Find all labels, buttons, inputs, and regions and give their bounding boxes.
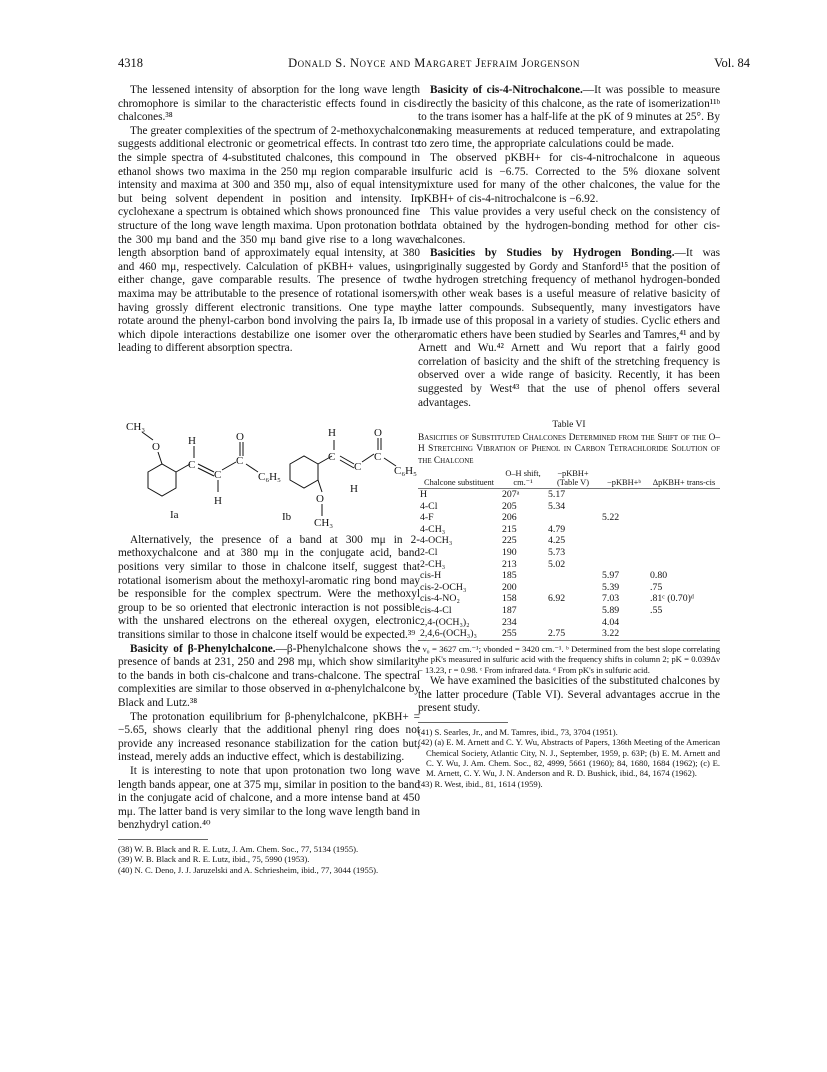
body-paragraph: The lessened intensity of absorption for the long wave length chromophore is similar to the characteristic effects found in cis-chalcones.³⁸	[118, 84, 420, 124]
table-row	[418, 524, 720, 536]
table-row	[418, 593, 720, 605]
footnote: (42) (a) E. M. Arnett and C. Y. Wu, Abstracts of Papers, 136th Meeting of the American Chemical Society, Atlantic City, N. J., September, 1959, p. 63P; (b) E. M. Arnett and C. Y. Wu, J. Am. Chem. Soc., 82, 4999, 5661 (1960); 84, 1680, 1684 (1962); (c) E. M. Arnett, C. Y. Wu, J. N. Anderson and R. D. Bushick, ibid., 84, 1674 (1962).	[418, 737, 720, 779]
table-row	[418, 582, 720, 594]
table-cell: 6.92	[548, 593, 566, 605]
section-paragraph	[118, 643, 420, 711]
table-row	[418, 547, 720, 559]
right-column	[418, 84, 720, 789]
table-cell: 2,4-(OCH₃)₂	[420, 616, 470, 628]
table-cell: 2.75	[546, 628, 600, 640]
table-cell	[546, 617, 600, 629]
table-cell: 4-CH₃	[420, 523, 446, 535]
table-row	[418, 501, 720, 513]
carbon-label: C	[374, 450, 382, 463]
table-cell: .75	[650, 581, 663, 593]
structure-ib-label: Ib	[282, 510, 292, 523]
column-header: O–H shift, cm.⁻¹	[500, 469, 546, 489]
body-paragraph: The protonation equilibrium for β-phenylchalcone, pKBH+ = −5.65, shows clearly that the additional phenyl ring does not provide any increased resonance stabilization for the cation but, instead, merely adds an inductive effect, which is destabilizing.	[118, 710, 420, 764]
table-cell: 0.80	[650, 570, 668, 582]
table-cell: 5.17	[548, 489, 566, 501]
table-cell	[546, 582, 600, 594]
table-cell: .81ᶜ (0.70)ᵈ	[650, 593, 694, 605]
footnote-rule	[418, 722, 508, 723]
table-cell: 5.02	[548, 558, 566, 570]
ch3-label: CH₃	[126, 420, 146, 433]
section-heading: Basicity of cis-4-Nitrochalcone.	[430, 84, 583, 96]
table-body	[418, 489, 720, 641]
running-authors: Donald S. Noyce and Margaret Jefraim Jorgenson	[288, 56, 580, 70]
table-cell: 185	[502, 570, 517, 582]
table-header-row	[418, 469, 720, 489]
table-cell: 5.97	[602, 570, 620, 582]
table-cell	[600, 489, 648, 501]
footnote: (39) W. B. Black and R. E. Lutz, ibid., 75, 5990 (1953).	[118, 854, 310, 865]
footnote: (41) S. Searles, Jr., and M. Tamres, ibid., 73, 3704 (1951).	[418, 726, 618, 737]
table-cell: 5.73	[548, 547, 566, 559]
table-cell: 158	[502, 593, 517, 605]
section-text: —β-Phenylchalcone shows the presence of bands at 231, 250 and 298 mμ, which show similarity to the bands in both cis-chalcone and trans-chalcone. The spectral complexities are similar to those observed in α-phenylchalcone by Black and Lutz.³⁸	[118, 642, 420, 709]
table-row	[418, 628, 720, 640]
table-row	[418, 559, 720, 571]
section-heading: Basicity of β-Phenylchalcone.	[130, 642, 276, 655]
table-cell: 200	[502, 581, 517, 593]
left-column	[118, 84, 420, 875]
table-cell: 207ᵃ	[502, 489, 520, 501]
body-paragraph: The greater complexities of the spectrum of 2-methoxychalcone suggests additional electronic or geometrical effects. In contrast to the simple spectra of 4-substituted chalcones, this compound in ethanol shows two maxima in the 250 mμ region comparable in intensity and maxima at 300 and 350 mμ, also of equal intensity, but being solvent dependent in position and intensity. In cyclohexane a spectrum is obtained which shows pronounced fine structure of the long wave length maxima. Upon protonation both the 300 mμ band and the 350 mμ band give rise to a long wave length absorption band of approximately equal intensity, at 380 and 460 mμ, respectively. Calculation of pKBH+ values, using either change, gave comparable results. The presence of two maxima may be attributable to the presence of rotational isomers, having grossly different electronic transitions. One type may rotate around the phenyl-carbon bond involving the pairs Ia, Ib in which dipole interactions destabilize one isomer over the other, leading to different absorption spectra.	[118, 124, 420, 355]
table-cell: 2,4,6-(OCH₃)₃	[418, 628, 500, 640]
hydrogen-label: H	[188, 434, 196, 447]
body-paragraph: It is interesting to note that upon protonation two long wave length bands appear, one at 375 mμ, similar in position to the band in the conjugate acid of chalcone, and a more intense band at 450 mμ. The latter band is very similar to the long wave length band in benzhydryl cation.⁴⁰	[118, 764, 420, 832]
table-cell	[600, 535, 648, 547]
body-paragraph: This value provides a very useful check on the consistency of data obtained by the hydrogen-bonding method for other cis-chalcones.	[418, 206, 720, 246]
table-cell: 255	[500, 628, 546, 640]
hydrogen-label: H	[350, 482, 358, 495]
section-text: —It was possible to measure directly the basicity of this chalcone, as the rate of isomerization¹¹ᵇ to the trans isomer has a half-life at the pK of 9 minutes at 25°. By making measurements at reduced temperature, and extrapolating to zero time, the appropriate calculations could be made.	[418, 84, 720, 151]
structure-ia-label: Ia	[170, 508, 179, 521]
column-header: ΔpKBH+ trans-cis	[648, 469, 720, 489]
table-cell: 4-OCH₃	[420, 535, 453, 547]
table-cell	[648, 617, 720, 629]
table-cell: cis-4-Cl	[420, 604, 452, 616]
volume-label: Vol. 84	[714, 56, 750, 70]
body-paragraph: The observed pKBH+ for cis-4-nitrochalcone in aqueous sulfuric acid is −6.75. Corrected to the 5% dioxane solvent mixture used for many of the other chalcones, the value for the pKBH+ of cis-4-nitrochalcone is −6.92.	[418, 151, 720, 205]
carbon-label: C	[236, 454, 244, 467]
carbon-label: C	[214, 468, 222, 481]
table-row	[418, 489, 720, 501]
structure-figure	[118, 360, 420, 528]
table-cell: 206	[502, 512, 517, 524]
footnote: (38) W. B. Black and R. E. Lutz, J. Am. Chem. Soc., 77, 5134 (1955).	[118, 843, 359, 854]
table-cell: 4-Cl	[420, 500, 438, 512]
table-cell	[648, 547, 720, 559]
table-cell	[600, 524, 648, 536]
footnotes	[118, 844, 420, 875]
table-cell: H	[420, 489, 428, 501]
table-cell: 5.39	[602, 581, 620, 593]
table-cell	[648, 524, 720, 536]
table-cell: 4-F	[420, 512, 434, 524]
table-cell: 5.22	[602, 512, 620, 524]
table-cell	[648, 628, 720, 640]
table-cell	[546, 570, 600, 582]
table-row	[418, 617, 720, 629]
table-cell: 215	[502, 523, 517, 535]
table-cell	[648, 489, 720, 501]
table-cell	[546, 512, 600, 524]
table-cell	[600, 547, 648, 559]
page-number: 4318	[118, 56, 143, 70]
table-cell: 213	[502, 558, 517, 570]
table-cell: 187	[502, 604, 517, 616]
table-footnote: ᵃ ν₀ = 3627 cm.⁻¹; νbonded = 3420 cm.⁻¹. ᵇ Determined from the best slope correlating the pK's measured in sulfuric acid with the frequency shifts in column 2; pK = 0.039Δν − 13.23, r = 0.98. ᶜ From infrared data. ᵈ From pK's in sulfuric acid.	[418, 643, 720, 675]
table-cell: 205	[502, 500, 517, 512]
table-cell	[648, 535, 720, 547]
column-header: −pKBH+ᵇ	[600, 469, 648, 489]
footnote: (40) N. C. Deno, J. J. Jaruzelski and A. Schriesheim, ibid., 77, 3044 (1955).	[118, 864, 379, 875]
table-cell: 4.79	[548, 523, 566, 535]
carbon-label: C	[328, 450, 336, 463]
body-paragraph: Alternatively, the presence of a band at 300 mμ in 2-methoxychalcone and at 380 mμ in the conjugate acid, band positions very similar to those in chalcone itself, suggest that rotational isomerism about the methoxyl-aromatic ring bond may be responsible for the complex spectrum. Were the methoxyl group to be so oriented that electronic interaction is not possible with the unshared electrons on the ethereal oxygen, electronic transitions similar to those in chalcone itself would be expected.³⁹	[118, 533, 420, 642]
table-cell: .55	[650, 604, 663, 616]
carbon-label: C	[354, 460, 362, 473]
hydrogen-label: H	[214, 494, 222, 507]
section-heading: Basicities by Studies by Hydrogen Bonding.	[430, 247, 675, 260]
table-title: Basicities of Substituted Chalcones Determined from the Shift of the O–H Stretching Vibration of Phenol in Carbon Tetrachloride Solution of the Chalcone	[418, 433, 720, 466]
table-cell: 3.22	[600, 628, 648, 640]
table-cell	[600, 501, 648, 513]
table-cell: 5.89	[602, 604, 620, 616]
section-text: —It was originally suggested by Gordy and Stanford¹⁵ that the position of the hydrogen stretching frequency of methanol hydrogen-bonded with other weak bases is a useful measure of relative basicity of the latter compounds. Subsequently, many investigators have made use of this proposal in a variety of studies. Cyclic ethers and aromatic ethers have been studied by Searles and Tamres,⁴¹ and by Arnett and Wu.⁴² Arnett and Wu report that a fairly good correlation of basicity and the shift of the stretching frequency is observed over a wide range of basicity. Recently, it has been suggested by West⁴³ that the use of phenol offers several advantages.	[418, 247, 721, 409]
carbonyl-oxygen-label: O	[374, 426, 382, 439]
table-row	[418, 535, 720, 547]
hydrogen-label: H	[328, 426, 336, 439]
basicity-table	[418, 469, 720, 641]
phenyl-label: C₆H₅	[394, 464, 417, 477]
column-header: −pKBH+ (Table V)	[546, 469, 600, 489]
section-paragraph	[418, 84, 720, 152]
carbonyl-oxygen-label: O	[236, 430, 244, 443]
table-cell: cis-4-NO₂	[420, 593, 460, 605]
carbon-label: C	[188, 458, 196, 471]
table-row	[418, 512, 720, 524]
table-cell: 4.04	[602, 616, 620, 628]
table-cell: 190	[502, 547, 517, 559]
body-paragraph: We have examined the basicities of the substituted chalcones by the latter procedure (Table VI). Several advantages accrue in the present study.	[418, 674, 720, 715]
table-cell: 5.34	[548, 500, 566, 512]
page-header	[118, 56, 750, 74]
table-cell	[600, 559, 648, 571]
chemical-structures	[118, 360, 420, 528]
table-cell: 7.03	[602, 593, 620, 605]
table-cell: 2-CH₃	[420, 558, 446, 570]
table-row	[418, 570, 720, 582]
table-cell: cis-H	[420, 570, 442, 582]
table-cell	[648, 501, 720, 513]
table-cell: cis-2-OCH₃	[420, 581, 467, 593]
phenyl-label: C₆H₅	[258, 470, 281, 483]
table-cell: 2-Cl	[420, 547, 438, 559]
ch3-label: CH₃	[314, 516, 334, 528]
table-cell: 225	[502, 535, 517, 547]
footnote-rule	[118, 839, 208, 840]
table-cell	[546, 605, 600, 617]
footnotes	[418, 727, 720, 789]
table-cell: 234	[502, 616, 517, 628]
table-caption: Table VI	[552, 420, 586, 431]
oxygen-label: O	[152, 440, 160, 453]
oxygen-label: O	[316, 492, 324, 505]
section-paragraph	[418, 247, 720, 410]
table-row	[418, 605, 720, 617]
table-cell: 4.25	[548, 535, 566, 547]
column-header: Chalcone substituent	[418, 469, 500, 489]
table-cell	[648, 559, 720, 571]
footnote: (43) R. West, ibid., 81, 1614 (1959).	[418, 778, 543, 789]
table-cell	[648, 512, 720, 524]
